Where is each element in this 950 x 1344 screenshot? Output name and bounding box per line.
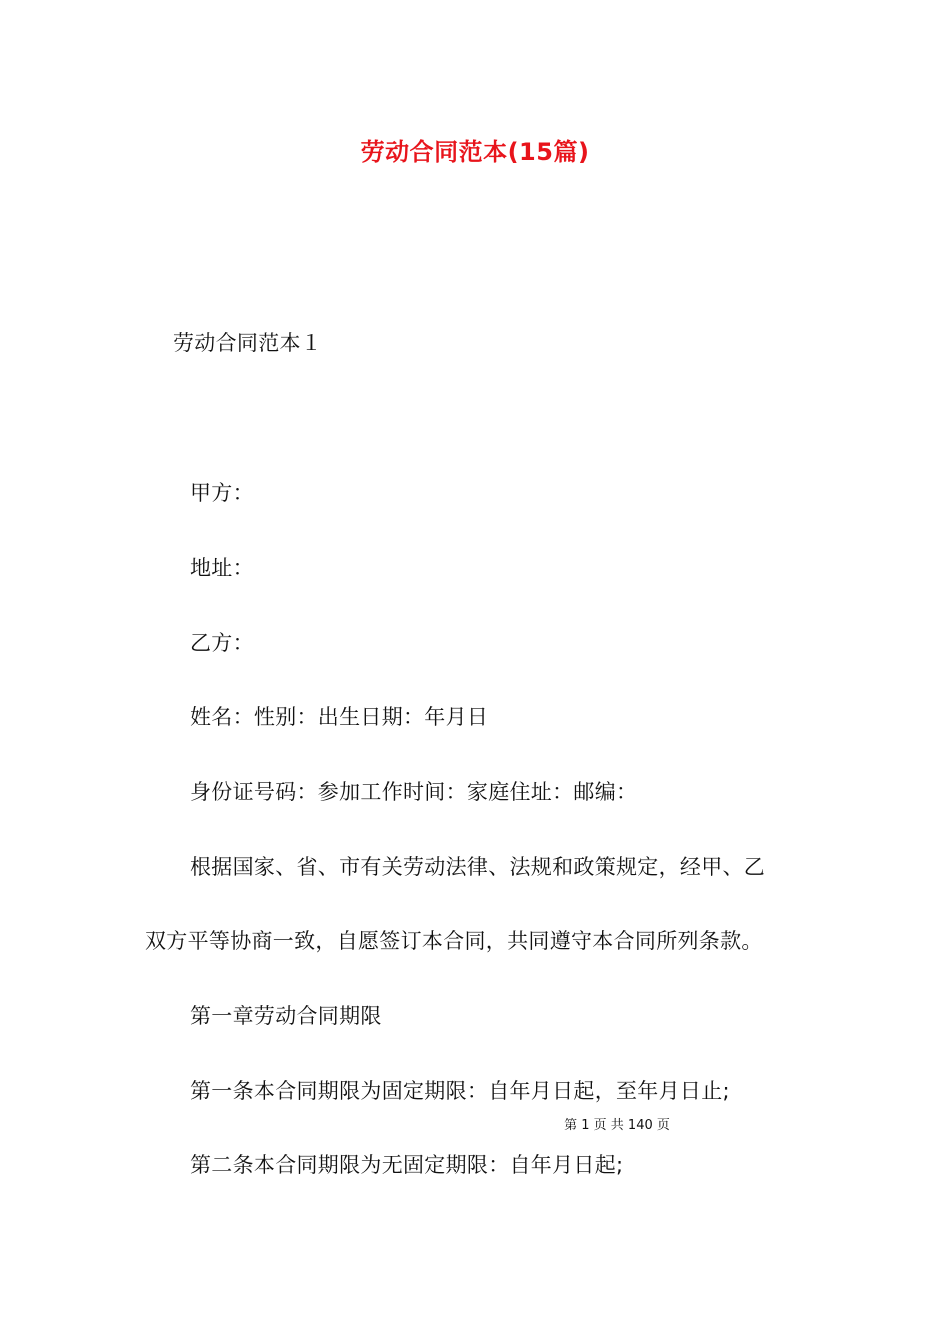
document-title: 劳动合同范本(15篇) [360,138,590,166]
id-info-line: 身份证号码：参加工作时间：家庭住址：邮编： [190,780,638,804]
party-b-line: 乙方： [190,631,254,655]
personal-info-line: 姓名：性别：出生日期：年月日 [190,705,489,729]
paragraph-line-1: 根据国家、省、市有关劳动法律、法规和政策规定，经甲、乙 [190,855,766,879]
section-heading: 劳动合同范本１ [173,331,323,355]
page-footer [0,1114,950,1133]
article-1-line: 第一条本合同期限为固定期限：自年月日起，至年月日止; [190,1079,730,1103]
article-2-line: 第二条本合同期限为无固定期限：自年月日起; [190,1153,624,1177]
page-number-label: 第 1 页 共 140 页 [564,1118,670,1133]
chapter-heading: 第一章劳动合同期限 [190,1004,382,1028]
paragraph-line-2: 双方平等协商一致，自愿签订本合同，共同遵守本合同所列条款。 [145,929,763,953]
address-line: 地址： [190,556,254,580]
party-a-line: 甲方： [190,481,254,505]
